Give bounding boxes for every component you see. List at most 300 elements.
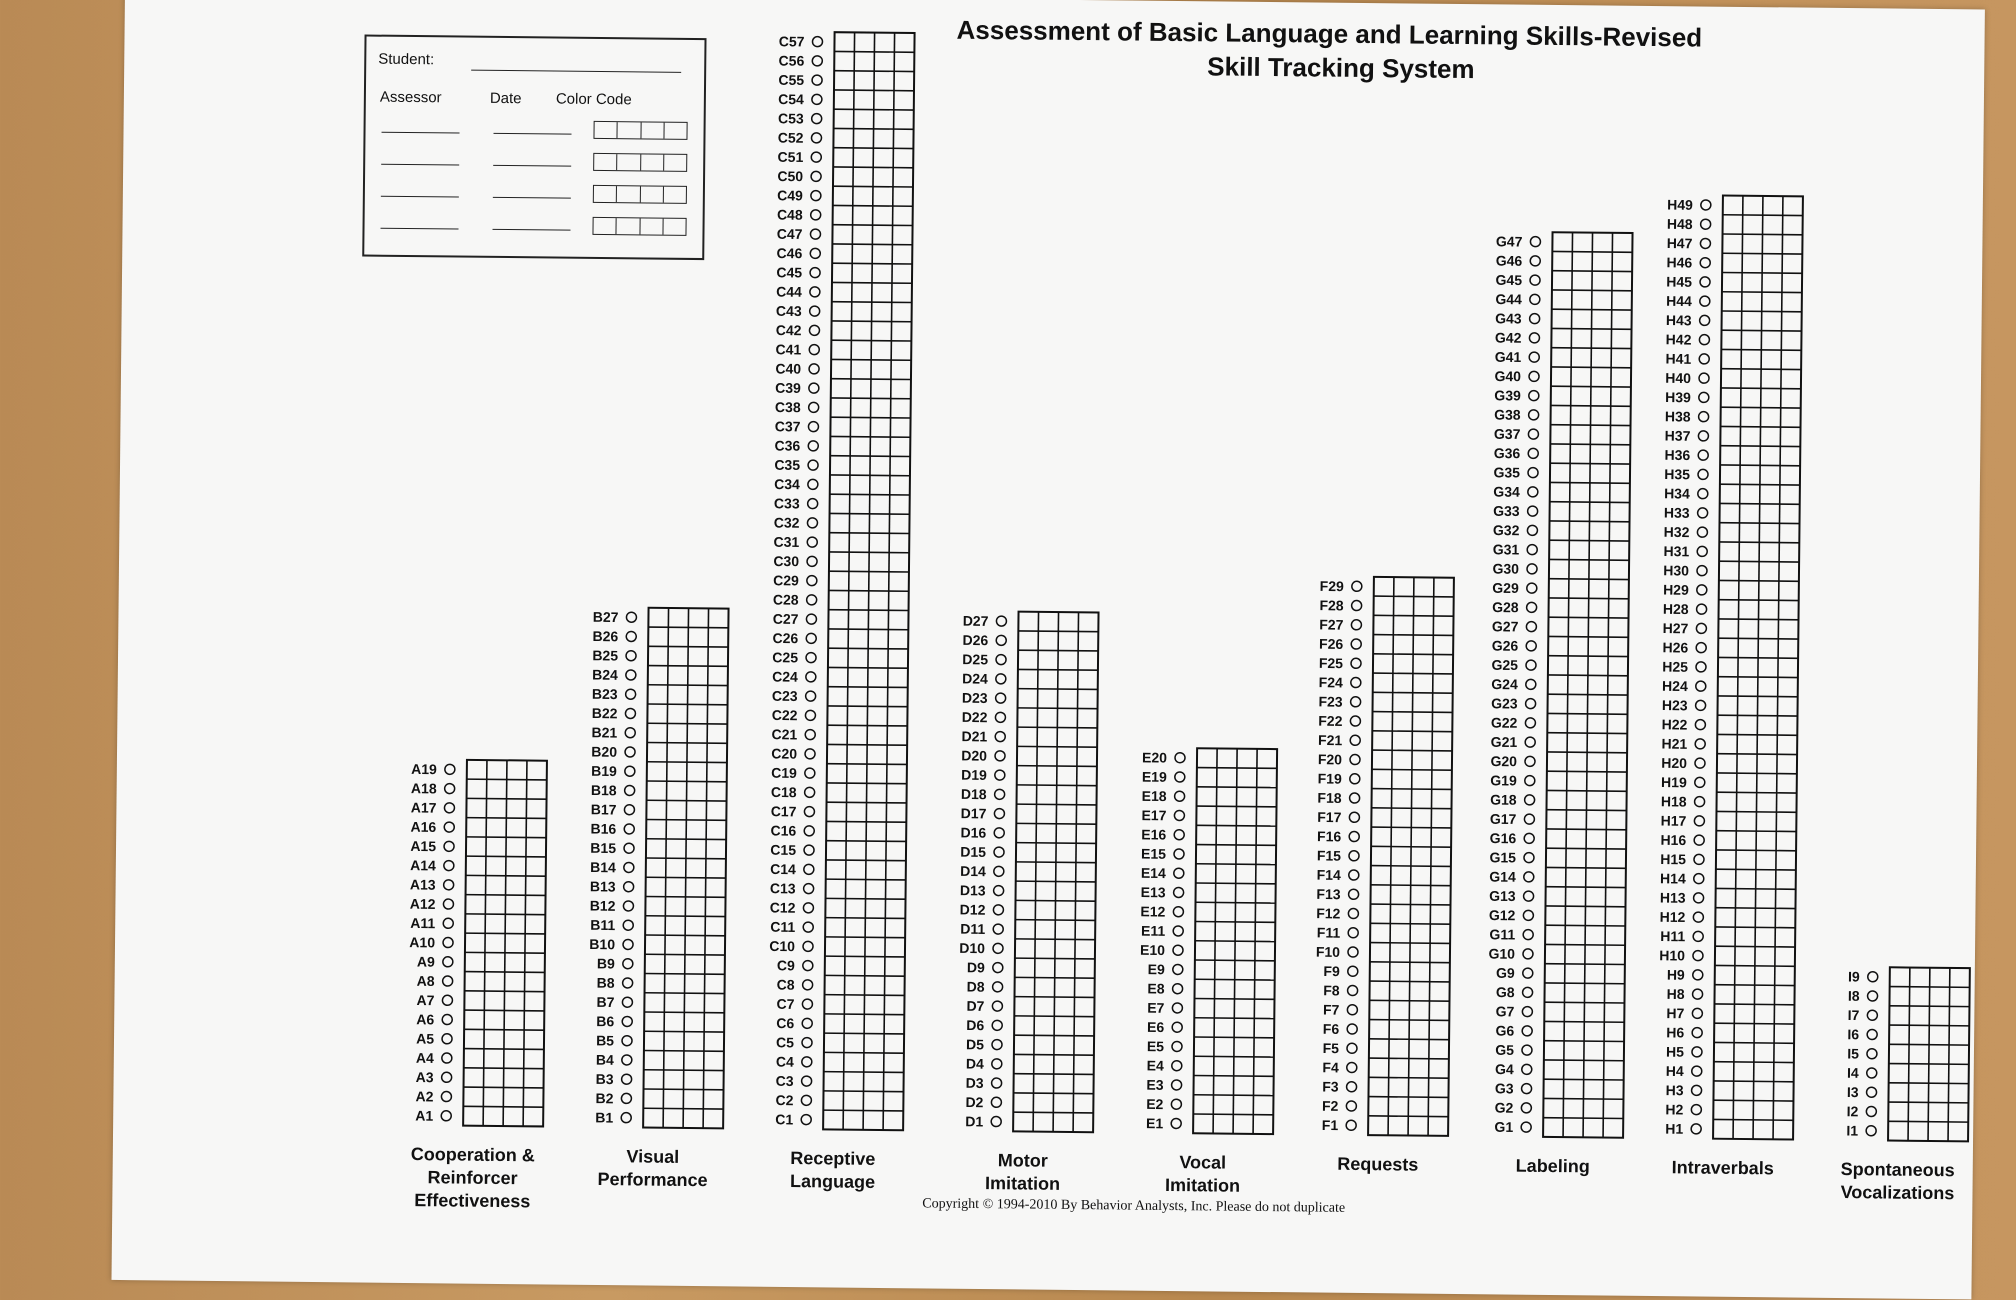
skill-checkbox-i9[interactable] — [1868, 972, 1878, 982]
skill-checkbox-f7[interactable] — [1347, 1005, 1357, 1015]
skill-checkbox-g30[interactable] — [1527, 564, 1537, 574]
skill-checkbox-a3[interactable] — [442, 1072, 452, 1082]
skill-checkbox-c15[interactable] — [804, 845, 814, 855]
skill-checkbox-b25[interactable] — [626, 651, 636, 661]
skill-checkbox-g14[interactable] — [1524, 872, 1534, 882]
skill-checkbox-h7[interactable] — [1692, 1008, 1702, 1018]
skill-checkbox-a11[interactable] — [443, 918, 453, 928]
skill-label-b7: B7 — [596, 994, 614, 1010]
skill-checkbox-c54[interactable] — [812, 94, 822, 104]
skill-checkbox-c2[interactable] — [801, 1095, 811, 1105]
skill-label-d10: D10 — [959, 940, 985, 956]
skill-checkbox-h41[interactable] — [1699, 354, 1709, 364]
skill-checkbox-c16[interactable] — [804, 826, 814, 836]
skill-checkbox-b4[interactable] — [622, 1055, 632, 1065]
skill-label-e6: E6 — [1147, 1019, 1165, 1035]
skill-checkbox-h21[interactable] — [1695, 739, 1705, 749]
skill-checkbox-g21[interactable] — [1525, 737, 1535, 747]
skill-checkbox-e17[interactable] — [1174, 810, 1184, 820]
skill-checkbox-f4[interactable] — [1347, 1062, 1357, 1072]
skill-checkbox-f21[interactable] — [1350, 735, 1360, 745]
skill-checkbox-a5[interactable] — [442, 1034, 452, 1044]
skill-checkbox-e2[interactable] — [1171, 1099, 1181, 1109]
skill-checkbox-g45[interactable] — [1530, 275, 1540, 285]
skill-checkbox-c44[interactable] — [810, 287, 820, 297]
skill-checkbox-c42[interactable] — [809, 325, 819, 335]
skill-checkbox-d21[interactable] — [995, 732, 1005, 742]
skill-checkbox-f29[interactable] — [1352, 581, 1362, 591]
skill-checkbox-f11[interactable] — [1348, 928, 1358, 938]
skill-checkbox-c30[interactable] — [807, 556, 817, 566]
skill-checkbox-g1[interactable] — [1521, 1122, 1531, 1132]
skill-checkbox-a6[interactable] — [442, 1015, 452, 1025]
skill-checkbox-g42[interactable] — [1529, 333, 1539, 343]
skill-checkbox-b10[interactable] — [623, 939, 633, 949]
skill-checkbox-f13[interactable] — [1349, 889, 1359, 899]
skill-checkbox-h11[interactable] — [1693, 931, 1703, 941]
skill-checkbox-f24[interactable] — [1351, 677, 1361, 687]
skill-checkbox-f3[interactable] — [1347, 1082, 1357, 1092]
skill-checkbox-c22[interactable] — [805, 710, 815, 720]
skill-checkbox-h10[interactable] — [1693, 951, 1703, 961]
skill-checkbox-c9[interactable] — [803, 961, 813, 971]
skill-checkbox-d13[interactable] — [994, 886, 1004, 896]
skill-checkbox-b7[interactable] — [622, 997, 632, 1007]
skill-checkbox-c12[interactable] — [803, 903, 813, 913]
skill-checkbox-d3[interactable] — [992, 1078, 1002, 1088]
skill-checkbox-h30[interactable] — [1697, 566, 1707, 576]
skill-checkbox-h13[interactable] — [1694, 893, 1704, 903]
skill-checkbox-d17[interactable] — [994, 809, 1004, 819]
skill-checkbox-g7[interactable] — [1522, 1007, 1532, 1017]
skill-label-b18: B18 — [591, 782, 617, 798]
skill-checkbox-h31[interactable] — [1697, 546, 1707, 556]
skill-checkbox-g35[interactable] — [1528, 468, 1538, 478]
skill-checkbox-c43[interactable] — [810, 306, 820, 316]
skill-checkbox-c25[interactable] — [806, 653, 816, 663]
skill-checkbox-d1[interactable] — [991, 1117, 1001, 1127]
skill-checkbox-c5[interactable] — [802, 1038, 812, 1048]
skill-checkbox-d20[interactable] — [995, 751, 1005, 761]
skill-checkbox-c33[interactable] — [808, 499, 818, 509]
skill-checkbox-e7[interactable] — [1172, 1003, 1182, 1013]
skill-checkbox-h8[interactable] — [1693, 989, 1703, 999]
skill-checkbox-b24[interactable] — [626, 670, 636, 680]
skill-checkbox-f22[interactable] — [1350, 716, 1360, 726]
skill-checkbox-h16[interactable] — [1694, 835, 1704, 845]
skill-checkbox-c4[interactable] — [802, 1057, 812, 1067]
skill-checkbox-a13[interactable] — [444, 880, 454, 890]
skill-checkbox-g27[interactable] — [1526, 622, 1536, 632]
skill-checkbox-d14[interactable] — [994, 866, 1004, 876]
skill-checkbox-c35[interactable] — [808, 460, 818, 470]
skill-checkbox-d2[interactable] — [991, 1097, 1001, 1107]
skill-checkbox-b9[interactable] — [623, 959, 633, 969]
skill-checkbox-c53[interactable] — [812, 114, 822, 124]
skill-checkbox-b1[interactable] — [621, 1113, 631, 1123]
skill-checkbox-h36[interactable] — [1698, 450, 1708, 460]
skill-checkbox-d12[interactable] — [993, 905, 1003, 915]
skill-checkbox-g38[interactable] — [1529, 410, 1539, 420]
skill-checkbox-c1[interactable] — [801, 1115, 811, 1125]
skill-checkbox-h18[interactable] — [1695, 797, 1705, 807]
skill-checkbox-g47[interactable] — [1530, 237, 1540, 247]
skill-checkbox-g32[interactable] — [1527, 525, 1537, 535]
skill-checkbox-a19[interactable] — [445, 764, 455, 774]
skill-checkbox-c27[interactable] — [806, 614, 816, 624]
skill-checkbox-d23[interactable] — [996, 693, 1006, 703]
skill-checkbox-i4[interactable] — [1867, 1068, 1877, 1078]
skill-checkbox-h37[interactable] — [1698, 431, 1708, 441]
copyright-notice: Copyright © 1994-2010 By Behavior Analysts, Inc. Please do not duplicate — [922, 1196, 1345, 1216]
skill-checkbox-f16[interactable] — [1349, 831, 1359, 841]
skill-checkbox-g16[interactable] — [1524, 833, 1534, 843]
skill-checkbox-d19[interactable] — [995, 770, 1005, 780]
skill-checkbox-g37[interactable] — [1528, 429, 1538, 439]
skill-checkbox-b19[interactable] — [625, 766, 635, 776]
skill-checkbox-e4[interactable] — [1172, 1061, 1182, 1071]
skill-checkbox-c29[interactable] — [807, 576, 817, 586]
skill-label-h9: H9 — [1667, 967, 1685, 983]
skill-checkbox-b22[interactable] — [625, 708, 635, 718]
skill-checkbox-g46[interactable] — [1530, 256, 1540, 266]
skill-checkbox-h48[interactable] — [1701, 219, 1711, 229]
skill-label-g22: G22 — [1491, 714, 1518, 730]
skill-checkbox-a9[interactable] — [443, 957, 453, 967]
skill-checkbox-c46[interactable] — [810, 248, 820, 258]
skill-checkbox-h15[interactable] — [1694, 854, 1704, 864]
skill-checkbox-c18[interactable] — [805, 787, 815, 797]
skill-label-a7: A7 — [416, 992, 434, 1008]
skill-checkbox-g26[interactable] — [1526, 641, 1536, 651]
skill-checkbox-b23[interactable] — [626, 689, 636, 699]
skill-checkbox-g12[interactable] — [1523, 910, 1533, 920]
skill-checkbox-h44[interactable] — [1700, 296, 1710, 306]
skill-checkbox-e20[interactable] — [1175, 753, 1185, 763]
skill-checkbox-h33[interactable] — [1698, 508, 1708, 518]
skill-checkbox-b21[interactable] — [625, 728, 635, 738]
skill-checkbox-h22[interactable] — [1695, 720, 1705, 730]
skill-checkbox-g18[interactable] — [1525, 795, 1535, 805]
skill-checkbox-c21[interactable] — [805, 730, 815, 740]
skill-checkbox-f15[interactable] — [1349, 851, 1359, 861]
skill-label-h21: H21 — [1661, 736, 1687, 752]
skill-checkbox-e8[interactable] — [1173, 984, 1183, 994]
skill-checkbox-h29[interactable] — [1697, 585, 1707, 595]
skill-checkbox-b26[interactable] — [626, 631, 636, 641]
skill-checkbox-h6[interactable] — [1692, 1028, 1702, 1038]
skill-checkbox-h23[interactable] — [1696, 700, 1706, 710]
skill-checkbox-c7[interactable] — [802, 999, 812, 1009]
skill-checkbox-b14[interactable] — [624, 862, 634, 872]
skill-checkbox-h39[interactable] — [1699, 392, 1709, 402]
skill-checkbox-a4[interactable] — [442, 1053, 452, 1063]
skill-checkbox-h43[interactable] — [1700, 315, 1710, 325]
skill-checkbox-e9[interactable] — [1173, 964, 1183, 974]
skill-checkbox-b3[interactable] — [622, 1074, 632, 1084]
skill-checkbox-f2[interactable] — [1346, 1101, 1356, 1111]
skill-checkbox-f9[interactable] — [1348, 966, 1358, 976]
skill-checkbox-h46[interactable] — [1700, 258, 1710, 268]
skill-checkbox-g5[interactable] — [1522, 1045, 1532, 1055]
skill-checkbox-g39[interactable] — [1529, 391, 1539, 401]
skill-checkbox-c23[interactable] — [806, 691, 816, 701]
skill-checkbox-c38[interactable] — [809, 402, 819, 412]
skill-checkbox-f8[interactable] — [1348, 985, 1358, 995]
skill-checkbox-i5[interactable] — [1867, 1049, 1877, 1059]
skill-checkbox-h25[interactable] — [1696, 662, 1706, 672]
skill-checkbox-g29[interactable] — [1527, 583, 1537, 593]
skill-checkbox-e12[interactable] — [1173, 907, 1183, 917]
skill-checkbox-f5[interactable] — [1347, 1043, 1357, 1053]
skill-checkbox-a7[interactable] — [442, 995, 452, 1005]
skill-checkbox-a14[interactable] — [444, 861, 454, 871]
skill-checkbox-e18[interactable] — [1175, 791, 1185, 801]
skill-checkbox-f18[interactable] — [1350, 793, 1360, 803]
skill-checkbox-d8[interactable] — [993, 982, 1003, 992]
skill-checkbox-i1[interactable] — [1866, 1126, 1876, 1136]
skill-checkbox-b12[interactable] — [623, 901, 633, 911]
skill-checkbox-g8[interactable] — [1523, 987, 1533, 997]
skill-checkbox-g25[interactable] — [1526, 660, 1536, 670]
skill-checkbox-g22[interactable] — [1525, 718, 1535, 728]
skill-checkbox-g10[interactable] — [1523, 949, 1533, 959]
skill-checkbox-a2[interactable] — [441, 1091, 451, 1101]
skill-checkbox-g36[interactable] — [1528, 448, 1538, 458]
skill-checkbox-h14[interactable] — [1694, 874, 1704, 884]
skill-checkbox-e19[interactable] — [1175, 772, 1185, 782]
skill-checkbox-c57[interactable] — [812, 37, 822, 47]
skill-checkbox-h1[interactable] — [1691, 1124, 1701, 1134]
skill-checkbox-d26[interactable] — [996, 635, 1006, 645]
skill-checkbox-d18[interactable] — [995, 789, 1005, 799]
skill-checkbox-e6[interactable] — [1172, 1022, 1182, 1032]
skill-checkbox-i3[interactable] — [1867, 1087, 1877, 1097]
skill-checkbox-c48[interactable] — [811, 210, 821, 220]
skill-checkbox-b8[interactable] — [623, 978, 633, 988]
skill-checkbox-c20[interactable] — [805, 749, 815, 759]
skill-checkbox-g44[interactable] — [1530, 294, 1540, 304]
skill-checkbox-g34[interactable] — [1528, 487, 1538, 497]
skill-checkbox-h20[interactable] — [1695, 758, 1705, 768]
skill-checkbox-f6[interactable] — [1347, 1024, 1357, 1034]
skill-checkbox-c45[interactable] — [810, 268, 820, 278]
skill-checkbox-g41[interactable] — [1529, 352, 1539, 362]
skill-label-g4: G4 — [1495, 1061, 1514, 1077]
skill-checkbox-d9[interactable] — [993, 963, 1003, 973]
skill-label-h27: H27 — [1663, 620, 1689, 636]
skill-checkbox-f26[interactable] — [1351, 639, 1361, 649]
skill-checkbox-d22[interactable] — [995, 712, 1005, 722]
skill-checkbox-g2[interactable] — [1521, 1103, 1531, 1113]
skill-checkbox-c24[interactable] — [806, 672, 816, 682]
skill-checkbox-f17[interactable] — [1349, 812, 1359, 822]
skill-checkbox-a12[interactable] — [443, 899, 453, 909]
skill-checkbox-g43[interactable] — [1530, 314, 1540, 324]
skill-label-g32: G32 — [1493, 522, 1520, 538]
skill-checkbox-a18[interactable] — [445, 784, 455, 794]
skill-checkbox-f1[interactable] — [1346, 1120, 1356, 1130]
skill-checkbox-d4[interactable] — [992, 1059, 1002, 1069]
skill-checkbox-g6[interactable] — [1522, 1026, 1532, 1036]
skill-checkbox-f14[interactable] — [1349, 870, 1359, 880]
skill-checkbox-c17[interactable] — [804, 807, 814, 817]
skill-checkbox-b20[interactable] — [625, 747, 635, 757]
skill-checkbox-d5[interactable] — [992, 1040, 1002, 1050]
category-label-i — [1767, 1157, 2016, 1206]
skill-checkbox-f20[interactable] — [1350, 754, 1360, 764]
skill-checkbox-c34[interactable] — [808, 479, 818, 489]
skill-checkbox-c32[interactable] — [807, 518, 817, 528]
skill-checkbox-b27[interactable] — [626, 612, 636, 622]
skill-checkbox-e15[interactable] — [1174, 849, 1184, 859]
skill-checkbox-c14[interactable] — [804, 864, 814, 874]
skill-checkbox-b5[interactable] — [622, 1036, 632, 1046]
skill-checkbox-a1[interactable] — [441, 1111, 451, 1121]
skill-checkbox-c41[interactable] — [809, 345, 819, 355]
skill-checkbox-c56[interactable] — [812, 56, 822, 66]
skill-checkbox-g3[interactable] — [1522, 1084, 1532, 1094]
skill-checkbox-d25[interactable] — [996, 655, 1006, 665]
skill-checkbox-a10[interactable] — [443, 938, 453, 948]
skill-checkbox-h17[interactable] — [1694, 816, 1704, 826]
skill-checkbox-h2[interactable] — [1691, 1105, 1701, 1115]
skill-checkbox-g11[interactable] — [1523, 930, 1533, 940]
skill-checkbox-d7[interactable] — [992, 1001, 1002, 1011]
skill-checkbox-c26[interactable] — [806, 633, 816, 643]
skill-checkbox-c51[interactable] — [811, 152, 821, 162]
skill-checkbox-e10[interactable] — [1173, 945, 1183, 955]
skill-checkbox-h49[interactable] — [1701, 200, 1711, 210]
skill-checkbox-c50[interactable] — [811, 171, 821, 181]
skill-checkbox-h38[interactable] — [1699, 412, 1709, 422]
skill-checkbox-c39[interactable] — [809, 383, 819, 393]
skill-checkbox-g40[interactable] — [1529, 371, 1539, 381]
skill-checkbox-a8[interactable] — [443, 976, 453, 986]
skill-checkbox-h19[interactable] — [1695, 777, 1705, 787]
skill-checkbox-i8[interactable] — [1868, 991, 1878, 1001]
skill-checkbox-g4[interactable] — [1522, 1064, 1532, 1074]
skill-checkbox-i2[interactable] — [1866, 1106, 1876, 1116]
skill-checkbox-c8[interactable] — [803, 980, 813, 990]
skill-checkbox-c13[interactable] — [804, 884, 814, 894]
skill-checkbox-c40[interactable] — [809, 364, 819, 374]
skill-checkbox-c52[interactable] — [811, 133, 821, 143]
skill-checkbox-d24[interactable] — [996, 674, 1006, 684]
skill-checkbox-f27[interactable] — [1351, 620, 1361, 630]
skill-checkbox-b16[interactable] — [624, 824, 634, 834]
skill-checkbox-e3[interactable] — [1172, 1080, 1182, 1090]
skill-checkbox-b11[interactable] — [623, 920, 633, 930]
skill-checkbox-c11[interactable] — [803, 922, 813, 932]
skill-checkbox-c3[interactable] — [802, 1076, 812, 1086]
skill-checkbox-e1[interactable] — [1171, 1118, 1181, 1128]
skill-checkbox-e14[interactable] — [1174, 868, 1184, 878]
skill-checkbox-c55[interactable] — [812, 75, 822, 85]
skill-checkbox-g23[interactable] — [1526, 699, 1536, 709]
skill-checkbox-d15[interactable] — [994, 847, 1004, 857]
skill-checkbox-d10[interactable] — [993, 943, 1003, 953]
skill-checkbox-f12[interactable] — [1348, 908, 1358, 918]
skill-checkbox-g20[interactable] — [1525, 756, 1535, 766]
skill-checkbox-g17[interactable] — [1524, 814, 1534, 824]
skill-checkbox-a15[interactable] — [444, 841, 454, 851]
skill-checkbox-b13[interactable] — [624, 882, 634, 892]
skill-checkbox-c49[interactable] — [811, 191, 821, 201]
skill-checkbox-d16[interactable] — [994, 828, 1004, 838]
skill-checkbox-i7[interactable] — [1867, 1010, 1877, 1020]
skill-checkbox-g19[interactable] — [1525, 776, 1535, 786]
skill-checkbox-g15[interactable] — [1524, 853, 1534, 863]
skill-checkbox-b6[interactable] — [622, 1016, 632, 1026]
skill-checkbox-g9[interactable] — [1523, 968, 1533, 978]
skill-checkbox-a17[interactable] — [444, 803, 454, 813]
skill-checkbox-g33[interactable] — [1528, 506, 1538, 516]
skill-checkbox-c37[interactable] — [808, 422, 818, 432]
skill-checkbox-b15[interactable] — [624, 843, 634, 853]
skill-checkbox-h45[interactable] — [1700, 277, 1710, 287]
skill-checkbox-h9[interactable] — [1693, 970, 1703, 980]
skill-checkbox-h47[interactable] — [1700, 238, 1710, 248]
skill-checkbox-f19[interactable] — [1350, 774, 1360, 784]
skill-checkbox-b17[interactable] — [624, 805, 634, 815]
skill-checkbox-h34[interactable] — [1698, 489, 1708, 499]
skill-checkbox-a16[interactable] — [444, 822, 454, 832]
skill-checkbox-h12[interactable] — [1693, 912, 1703, 922]
skill-checkbox-f23[interactable] — [1351, 697, 1361, 707]
skill-checkbox-g13[interactable] — [1524, 891, 1534, 901]
skill-label-b10: B10 — [589, 936, 615, 952]
skill-checkbox-h32[interactable] — [1697, 527, 1707, 537]
skill-checkbox-g28[interactable] — [1527, 602, 1537, 612]
skill-label-c11: C11 — [770, 919, 795, 935]
skill-checkbox-c47[interactable] — [810, 229, 820, 239]
skill-checkbox-c36[interactable] — [808, 441, 818, 451]
skill-checkbox-f28[interactable] — [1352, 601, 1362, 611]
skill-checkbox-f10[interactable] — [1348, 947, 1358, 957]
skill-checkbox-b18[interactable] — [625, 785, 635, 795]
skill-label-e9: E9 — [1148, 961, 1166, 977]
skill-checkbox-h4[interactable] — [1692, 1066, 1702, 1076]
skill-checkbox-e11[interactable] — [1173, 926, 1183, 936]
skill-checkbox-d6[interactable] — [992, 1020, 1002, 1030]
skill-checkbox-f25[interactable] — [1351, 658, 1361, 668]
skill-checkbox-h40[interactable] — [1699, 373, 1709, 383]
skill-checkbox-c31[interactable] — [807, 537, 817, 547]
skill-checkbox-h35[interactable] — [1698, 469, 1708, 479]
skill-checkbox-h26[interactable] — [1696, 643, 1706, 653]
skill-checkbox-c28[interactable] — [807, 595, 817, 605]
skill-checkbox-g24[interactable] — [1526, 679, 1536, 689]
skill-checkbox-c6[interactable] — [802, 1018, 812, 1028]
skill-checkbox-e16[interactable] — [1174, 830, 1184, 840]
skill-checkbox-e13[interactable] — [1174, 887, 1184, 897]
skill-checkbox-d11[interactable] — [993, 924, 1003, 934]
skill-checkbox-e5[interactable] — [1172, 1041, 1182, 1051]
skill-checkbox-b2[interactable] — [621, 1093, 631, 1103]
skill-checkbox-h27[interactable] — [1696, 623, 1706, 633]
skill-checkbox-h28[interactable] — [1697, 604, 1707, 614]
skill-checkbox-c19[interactable] — [805, 768, 815, 778]
skill-checkbox-h42[interactable] — [1699, 335, 1709, 345]
skill-checkbox-d27[interactable] — [996, 616, 1006, 626]
skill-checkbox-h24[interactable] — [1696, 681, 1706, 691]
skill-checkbox-i6[interactable] — [1867, 1029, 1877, 1039]
skill-checkbox-h3[interactable] — [1692, 1085, 1702, 1095]
skill-checkbox-g31[interactable] — [1527, 545, 1537, 555]
skill-checkbox-c10[interactable] — [803, 941, 813, 951]
skill-checkbox-h5[interactable] — [1692, 1047, 1702, 1057]
